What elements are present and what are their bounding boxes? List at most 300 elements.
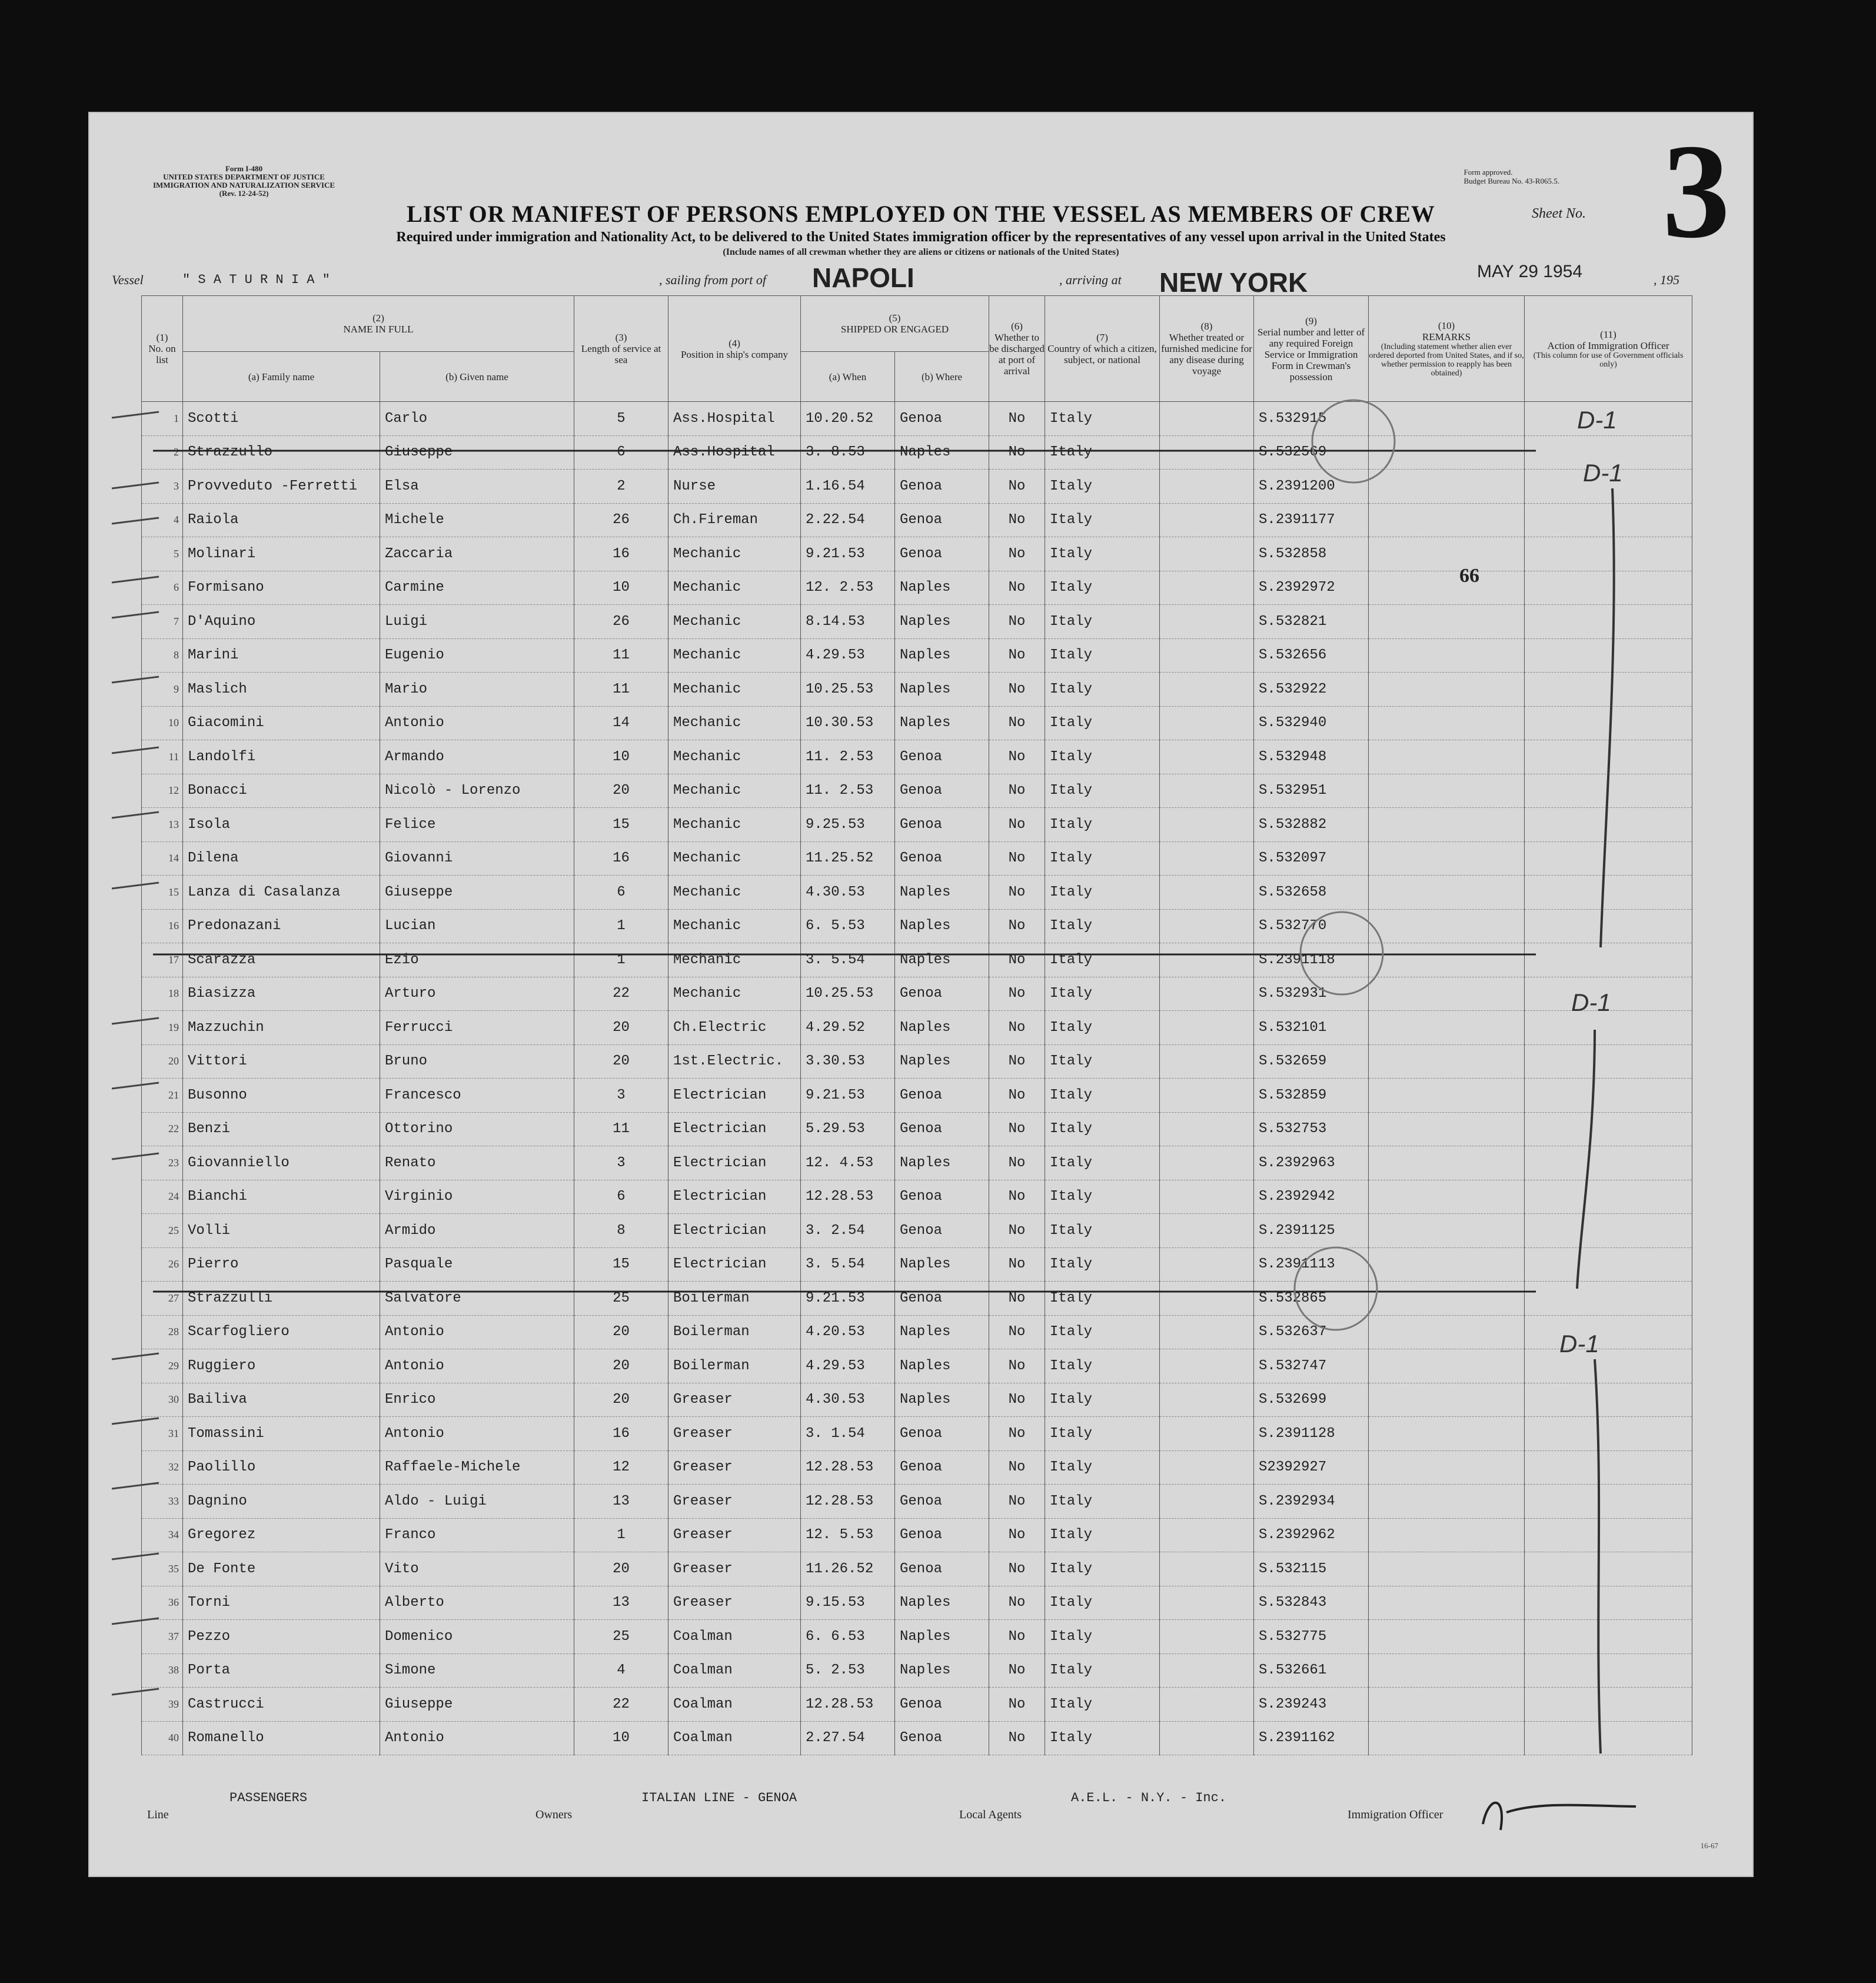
given-name-cell: Ottorino xyxy=(380,1112,574,1146)
serial-number-cell: S.532882 xyxy=(1254,808,1369,842)
col-serial-header: (9) Serial number and letter of any required Foreign Service or Immigration Form in Crewman's possession xyxy=(1254,296,1369,402)
serial-number-cell: S.532656 xyxy=(1254,638,1369,673)
page-subnote: (Include names of all crewman whether they are aliens or citizens or nationals of the United States) xyxy=(723,247,1119,257)
family-name-cell: Raiola xyxy=(183,503,380,537)
serial-number-cell: S.532859 xyxy=(1254,1079,1369,1113)
shipped-where-cell: Genoa xyxy=(895,808,989,842)
country-cell: Italy xyxy=(1045,1552,1160,1586)
shipped-where-cell: Naples xyxy=(895,943,989,977)
shipped-where-cell: Genoa xyxy=(895,470,989,504)
shipped-when-cell: 10.25.53 xyxy=(801,673,895,707)
position-cell: Electrician xyxy=(668,1146,801,1180)
given-name-cell: Arturo xyxy=(380,977,574,1011)
discharge-cell: No xyxy=(989,571,1045,605)
row-number-cell: 17 xyxy=(142,943,183,977)
country-cell: Italy xyxy=(1045,673,1160,707)
family-name-cell: Isola xyxy=(183,808,380,842)
service-length-cell: 1 xyxy=(574,943,668,977)
country-cell: Italy xyxy=(1045,1282,1160,1316)
family-name-cell: Scarfogliero xyxy=(183,1315,380,1349)
service-length-cell: 12 xyxy=(574,1450,668,1485)
family-name-cell: Strazzulli xyxy=(183,1282,380,1316)
shipped-where-cell: Genoa xyxy=(895,1688,989,1722)
position-cell: Electrician xyxy=(668,1112,801,1146)
serial-number-cell: S.2392934 xyxy=(1254,1485,1369,1519)
service-length-cell: 6 xyxy=(574,1180,668,1214)
discharge-cell: No xyxy=(989,1044,1045,1079)
serial-number-cell: S.532661 xyxy=(1254,1653,1369,1688)
shipped-when-cell: 1.16.54 xyxy=(801,470,895,504)
service-length-cell: 20 xyxy=(574,774,668,808)
discharge-cell: No xyxy=(989,1349,1045,1383)
shipped-where-cell: Genoa xyxy=(895,402,989,436)
service-length-cell: 14 xyxy=(574,706,668,740)
discharge-cell: No xyxy=(989,1282,1045,1316)
serial-number-cell: S.532659 xyxy=(1254,1044,1369,1079)
position-cell: Greaser xyxy=(668,1417,801,1451)
row-number-cell: 38 xyxy=(142,1653,183,1688)
given-name-cell: Antonio xyxy=(380,1721,574,1755)
discharge-cell: No xyxy=(989,1383,1045,1417)
serial-number-cell: S.2391125 xyxy=(1254,1214,1369,1248)
row-number-cell: 32 xyxy=(142,1450,183,1485)
shipped-when-cell: 3. 1.54 xyxy=(801,1417,895,1451)
service-length-cell: 15 xyxy=(574,1247,668,1282)
shipped-when-cell: 12. 2.53 xyxy=(801,571,895,605)
row-number-cell: 26 xyxy=(142,1247,183,1282)
service-length-cell: 25 xyxy=(574,1620,668,1654)
position-cell: Boilerman xyxy=(668,1349,801,1383)
shipped-when-cell: 12.28.53 xyxy=(801,1485,895,1519)
position-cell: Mechanic xyxy=(668,706,801,740)
discharge-cell: No xyxy=(989,1180,1045,1214)
row-number-cell: 22 xyxy=(142,1112,183,1146)
shipped-when-cell: 12.28.53 xyxy=(801,1450,895,1485)
family-name-cell: Pierro xyxy=(183,1247,380,1282)
service-length-cell: 6 xyxy=(574,435,668,470)
shipped-where-cell: Naples xyxy=(895,909,989,943)
shipped-when-cell: 3.30.53 xyxy=(801,1044,895,1079)
family-name-cell: Porta xyxy=(183,1653,380,1688)
position-cell: Electrician xyxy=(668,1180,801,1214)
family-name-cell: Busonno xyxy=(183,1079,380,1113)
given-name-cell: Vito xyxy=(380,1552,574,1586)
shipped-where-cell: Genoa xyxy=(895,1450,989,1485)
form-code: 16-67 xyxy=(1700,1841,1718,1850)
given-name-cell: Salvatore xyxy=(380,1282,574,1316)
serial-number-cell: S.532821 xyxy=(1254,605,1369,639)
row-number-cell: 2 xyxy=(142,435,183,470)
service-length-cell: 10 xyxy=(574,1721,668,1755)
shipped-where-cell: Naples xyxy=(895,1620,989,1654)
family-name-cell: Marini xyxy=(183,638,380,673)
given-name-cell: Raffaele-Michele xyxy=(380,1450,574,1485)
country-cell: Italy xyxy=(1045,1620,1160,1654)
position-cell: Electrician xyxy=(668,1214,801,1248)
page-subtitle: Required under immigration and Nationality Act, to be delivered to the United States immigration officer by the representatives of any vessel upon arrival in the United States xyxy=(396,229,1446,245)
shipped-when-cell: 3. 8.53 xyxy=(801,435,895,470)
service-length-cell: 16 xyxy=(574,1417,668,1451)
shipped-when-cell: 9.21.53 xyxy=(801,1282,895,1316)
service-length-cell: 13 xyxy=(574,1586,668,1620)
discharge-cell: No xyxy=(989,537,1045,571)
country-cell: Italy xyxy=(1045,1146,1160,1180)
service-length-cell: 20 xyxy=(574,1011,668,1045)
stamp-2 xyxy=(1300,912,1383,994)
owners-value: ITALIAN LINE - GENOA xyxy=(641,1791,797,1805)
serial-number-cell: S.532101 xyxy=(1254,1011,1369,1045)
position-cell: Mechanic xyxy=(668,808,801,842)
shipped-when-cell: 5.29.53 xyxy=(801,1112,895,1146)
row-number-cell: 23 xyxy=(142,1146,183,1180)
country-cell: Italy xyxy=(1045,740,1160,774)
discharge-cell: No xyxy=(989,1620,1045,1654)
shipped-when-cell: 11.25.52 xyxy=(801,841,895,876)
discharge-cell: No xyxy=(989,706,1045,740)
row-number-cell: 4 xyxy=(142,503,183,537)
shipped-when-cell: 3. 5.54 xyxy=(801,943,895,977)
shipped-where-cell: Naples xyxy=(895,706,989,740)
shipped-where-cell: Genoa xyxy=(895,1079,989,1113)
shipped-where-cell: Naples xyxy=(895,1349,989,1383)
country-cell: Italy xyxy=(1045,943,1160,977)
family-name-cell: Bonacci xyxy=(183,774,380,808)
country-cell: Italy xyxy=(1045,1180,1160,1214)
position-cell: Mechanic xyxy=(668,977,801,1011)
position-cell: Coalman xyxy=(668,1653,801,1688)
shipped-where-cell: Genoa xyxy=(895,1180,989,1214)
family-name-cell: Scarazza xyxy=(183,943,380,977)
shipped-when-cell: 5. 2.53 xyxy=(801,1653,895,1688)
family-name-cell: Vittori xyxy=(183,1044,380,1079)
country-cell: Italy xyxy=(1045,638,1160,673)
position-cell: Electrician xyxy=(668,1079,801,1113)
shipped-where-cell: Naples xyxy=(895,1383,989,1417)
shipped-where-cell: Naples xyxy=(895,638,989,673)
agents-label: Local Agents xyxy=(959,1808,1022,1821)
serial-number-cell: S.532951 xyxy=(1254,774,1369,808)
row-number-cell: 27 xyxy=(142,1282,183,1316)
serial-number-cell: S.2391113 xyxy=(1254,1247,1369,1282)
country-cell: Italy xyxy=(1045,571,1160,605)
family-name-cell: Dagnino xyxy=(183,1485,380,1519)
shipped-where-cell: Genoa xyxy=(895,1485,989,1519)
country-cell: Italy xyxy=(1045,808,1160,842)
given-name-cell: Virginio xyxy=(380,1180,574,1214)
action-mark-1: D-1 xyxy=(1577,406,1617,434)
given-name-cell: Giovanni xyxy=(380,841,574,876)
discharge-cell: No xyxy=(989,1214,1045,1248)
col-remarks-header: (10) REMARKS (Including statement whether alien ever ordered deported from United States, and if so, whether permission to reapply has been obtained) xyxy=(1369,296,1525,402)
serial-number-cell: S.532865 xyxy=(1254,1282,1369,1316)
row-number-cell: 10 xyxy=(142,706,183,740)
position-cell: Mechanic xyxy=(668,673,801,707)
given-name-cell: Michele xyxy=(380,503,574,537)
given-name-cell: Antonio xyxy=(380,1349,574,1383)
family-name-cell: Mazzuchin xyxy=(183,1011,380,1045)
position-cell: Greaser xyxy=(668,1485,801,1519)
discharge-cell: No xyxy=(989,1011,1045,1045)
service-length-cell: 2 xyxy=(574,470,668,504)
family-name-cell: Torni xyxy=(183,1586,380,1620)
discharge-cell: No xyxy=(989,435,1045,470)
given-name-cell: Armido xyxy=(380,1214,574,1248)
row-number-cell: 20 xyxy=(142,1044,183,1079)
serial-number-cell: S.532569 xyxy=(1254,435,1369,470)
given-name-cell: Nicolò - Lorenzo xyxy=(380,774,574,808)
row-number-cell: 29 xyxy=(142,1349,183,1383)
country-cell: Italy xyxy=(1045,1688,1160,1722)
serial-number-cell: S.2391118 xyxy=(1254,943,1369,977)
discharge-cell: No xyxy=(989,1112,1045,1146)
shipped-where-cell: Naples xyxy=(895,1586,989,1620)
position-cell: Greaser xyxy=(668,1586,801,1620)
shipped-when-cell: 9.21.53 xyxy=(801,537,895,571)
service-length-cell: 20 xyxy=(574,1315,668,1349)
given-name-cell: Felice xyxy=(380,808,574,842)
tick-marks xyxy=(112,412,159,1695)
col-when-header: (a) When xyxy=(801,352,895,402)
country-cell: Italy xyxy=(1045,1247,1160,1282)
shipped-when-cell: 6. 6.53 xyxy=(801,1620,895,1654)
serial-number-cell: S.532699 xyxy=(1254,1383,1369,1417)
country-cell: Italy xyxy=(1045,435,1160,470)
row-number-cell: 39 xyxy=(142,1688,183,1722)
service-length-cell: 26 xyxy=(574,605,668,639)
discharge-cell: No xyxy=(989,808,1045,842)
shipped-where-cell: Genoa xyxy=(895,1214,989,1248)
row-number-cell: 30 xyxy=(142,1383,183,1417)
service-length-cell: 20 xyxy=(574,1044,668,1079)
shipped-when-cell: 2.27.54 xyxy=(801,1721,895,1755)
action-line-2 xyxy=(1577,1030,1595,1289)
row-number-cell: 12 xyxy=(142,774,183,808)
shipped-when-cell: 12.28.53 xyxy=(801,1688,895,1722)
action-line-3 xyxy=(1595,1359,1601,1754)
row-number-cell: 6 xyxy=(142,571,183,605)
manifest-sheet xyxy=(88,112,1754,1877)
col-service-header: (3) Length of service at sea xyxy=(574,296,668,402)
family-name-cell: Provveduto -Ferretti xyxy=(183,470,380,504)
discharge-cell: No xyxy=(989,1417,1045,1451)
position-cell: Mechanic xyxy=(668,638,801,673)
service-length-cell: 22 xyxy=(574,1688,668,1722)
row-number-cell: 1 xyxy=(142,402,183,436)
position-cell: Boilerman xyxy=(668,1315,801,1349)
discharge-cell: No xyxy=(989,1688,1045,1722)
family-name-cell: Scotti xyxy=(183,402,380,436)
given-name-cell: Franco xyxy=(380,1518,574,1552)
col-no-header: (1) No. on list xyxy=(142,296,183,402)
position-cell: Mechanic xyxy=(668,605,801,639)
country-cell: Italy xyxy=(1045,876,1160,910)
stamp-1 xyxy=(1312,400,1395,483)
given-name-cell: Antonio xyxy=(380,1417,574,1451)
owners-label: Owners xyxy=(535,1808,573,1821)
serial-number-cell: S.532658 xyxy=(1254,876,1369,910)
serial-number-cell: S.532948 xyxy=(1254,740,1369,774)
position-cell: Ch.Electric xyxy=(668,1011,801,1045)
serial-number-cell: S.532753 xyxy=(1254,1112,1369,1146)
country-cell: Italy xyxy=(1045,1044,1160,1079)
country-cell: Italy xyxy=(1045,1485,1160,1519)
serial-number-cell: S.532775 xyxy=(1254,1620,1369,1654)
given-name-cell: Antonio xyxy=(380,706,574,740)
action-mark-4: D-1 xyxy=(1559,1330,1599,1358)
discharge-cell: No xyxy=(989,638,1045,673)
shipped-when-cell: 4.29.53 xyxy=(801,638,895,673)
row-number-cell: 28 xyxy=(142,1315,183,1349)
shipped-where-cell: Genoa xyxy=(895,1721,989,1755)
position-cell: Ass.Hospital xyxy=(668,435,801,470)
given-name-cell: Elsa xyxy=(380,470,574,504)
shipped-when-cell: 12. 5.53 xyxy=(801,1518,895,1552)
agents-value: A.E.L. - N.Y. - Inc. xyxy=(1071,1791,1227,1805)
serial-number-cell: S.532747 xyxy=(1254,1349,1369,1383)
serial-number-cell: S.2391177 xyxy=(1254,503,1369,537)
shipped-when-cell: 4.30.53 xyxy=(801,876,895,910)
row-number-cell: 33 xyxy=(142,1485,183,1519)
position-cell: Greaser xyxy=(668,1383,801,1417)
discharge-cell: No xyxy=(989,1518,1045,1552)
family-name-cell: Pezzo xyxy=(183,1620,380,1654)
given-name-cell: Renato xyxy=(380,1146,574,1180)
service-length-cell: 10 xyxy=(574,571,668,605)
given-name-cell: Zaccaria xyxy=(380,537,574,571)
shipped-when-cell: 8.14.53 xyxy=(801,605,895,639)
shipped-where-cell: Naples xyxy=(895,876,989,910)
service-length-cell: 20 xyxy=(574,1383,668,1417)
discharge-cell: No xyxy=(989,841,1045,876)
country-cell: Italy xyxy=(1045,1112,1160,1146)
row-number-cell: 19 xyxy=(142,1011,183,1045)
discharge-cell: No xyxy=(989,605,1045,639)
discharge-cell: No xyxy=(989,1721,1045,1755)
serial-number-cell: S.239243 xyxy=(1254,1688,1369,1722)
given-name-cell: Lucian xyxy=(380,909,574,943)
family-name-cell: Landolfi xyxy=(183,740,380,774)
position-cell: Mechanic xyxy=(668,943,801,977)
shipped-where-cell: Genoa xyxy=(895,1417,989,1451)
discharge-cell: No xyxy=(989,943,1045,977)
shipped-where-cell: Naples xyxy=(895,1146,989,1180)
row-number-cell: 36 xyxy=(142,1586,183,1620)
country-cell: Italy xyxy=(1045,706,1160,740)
row-number-cell: 15 xyxy=(142,876,183,910)
service-length-cell: 16 xyxy=(574,841,668,876)
row-number-cell: 40 xyxy=(142,1721,183,1755)
serial-number-cell: S.532770 xyxy=(1254,909,1369,943)
family-name-cell: Paolillo xyxy=(183,1450,380,1485)
shipped-where-cell: Naples xyxy=(895,1315,989,1349)
family-name-cell: Gregorez xyxy=(183,1518,380,1552)
service-length-cell: 1 xyxy=(574,909,668,943)
given-name-cell: Mario xyxy=(380,673,574,707)
page-title: LIST OR MANIFEST OF PERSONS EMPLOYED ON THE VESSEL AS MEMBERS OF CREW xyxy=(407,201,1435,227)
given-name-cell: Carmine xyxy=(380,571,574,605)
line-label: Line xyxy=(147,1808,169,1821)
family-name-cell: Bianchi xyxy=(183,1180,380,1214)
service-length-cell: 13 xyxy=(574,1485,668,1519)
serial-number-cell: S.2391128 xyxy=(1254,1417,1369,1451)
position-cell: Ass.Hospital xyxy=(668,402,801,436)
service-length-cell: 20 xyxy=(574,1552,668,1586)
service-length-cell: 4 xyxy=(574,1653,668,1688)
col-position-header: (4) Position in ship's company xyxy=(668,296,801,402)
country-cell: Italy xyxy=(1045,841,1160,876)
shipped-where-cell: Genoa xyxy=(895,1518,989,1552)
shipped-where-cell: Genoa xyxy=(895,1112,989,1146)
serial-number-cell: S.532922 xyxy=(1254,673,1369,707)
discharge-cell: No xyxy=(989,774,1045,808)
discharge-cell: No xyxy=(989,909,1045,943)
col-shipped-header: (5) SHIPPED OR ENGAGED xyxy=(801,296,989,352)
row-number-cell: 21 xyxy=(142,1079,183,1113)
given-name-cell: Simone xyxy=(380,1653,574,1688)
position-cell: Coalman xyxy=(668,1721,801,1755)
col-medicine-header: (8) Whether treated or furnished medicine for any disease during voyage xyxy=(1160,296,1254,402)
service: IMMIGRATION AND NATURALIZATION SERVICE xyxy=(153,181,335,189)
line-value: PASSENGERS xyxy=(229,1791,308,1805)
family-name-cell: Giovanniello xyxy=(183,1146,380,1180)
discharge-cell: No xyxy=(989,1079,1045,1113)
shipped-where-cell: Genoa xyxy=(895,537,989,571)
shipped-when-cell: 2.22.54 xyxy=(801,503,895,537)
arrival-port: NEW YORK xyxy=(1159,267,1308,298)
col-country-header: (7) Country of which a citizen, subject, or national xyxy=(1045,296,1160,402)
shipped-where-cell: Genoa xyxy=(895,503,989,537)
stamp-3 xyxy=(1295,1247,1377,1330)
approved-label: Form approved. xyxy=(1463,168,1513,177)
action-mark-2: D-1 xyxy=(1583,459,1623,487)
serial-number-cell: S.532843 xyxy=(1254,1586,1369,1620)
family-name-cell: Bailiva xyxy=(183,1383,380,1417)
country-cell: Italy xyxy=(1045,1417,1160,1451)
shipped-when-cell: 10.30.53 xyxy=(801,706,895,740)
family-name-cell: Giacomini xyxy=(183,706,380,740)
position-cell: Nurse xyxy=(668,470,801,504)
vessel-label: Vessel xyxy=(112,272,144,287)
given-name-cell: Enrico xyxy=(380,1383,574,1417)
service-length-cell: 20 xyxy=(574,1349,668,1383)
form-number: Form I-480 xyxy=(225,164,263,173)
service-length-cell: 26 xyxy=(574,503,668,537)
col-discharge-header: (6) Whether to be discharged at port of arrival xyxy=(989,296,1045,402)
service-length-cell: 11 xyxy=(574,638,668,673)
given-name-cell: Alberto xyxy=(380,1586,574,1620)
country-cell: Italy xyxy=(1045,503,1160,537)
service-length-cell: 11 xyxy=(574,1112,668,1146)
col-given-header: (b) Given name xyxy=(380,352,574,402)
discharge-cell: No xyxy=(989,1315,1045,1349)
serial-number-cell: S.532931 xyxy=(1254,977,1369,1011)
family-name-cell: Lanza di Casalanza xyxy=(183,876,380,910)
given-name-cell: Pasquale xyxy=(380,1247,574,1282)
service-length-cell: 15 xyxy=(574,808,668,842)
given-name-cell: Giuseppe xyxy=(380,435,574,470)
given-name-cell: Carlo xyxy=(380,402,574,436)
row-number-cell: 34 xyxy=(142,1518,183,1552)
given-name-cell: Domenico xyxy=(380,1620,574,1654)
position-cell: Coalman xyxy=(668,1620,801,1654)
shipped-when-cell: 6. 5.53 xyxy=(801,909,895,943)
discharge-cell: No xyxy=(989,470,1045,504)
given-name-cell: Ezio xyxy=(380,943,574,977)
shipped-when-cell: 4.30.53 xyxy=(801,1383,895,1417)
position-cell: Mechanic xyxy=(668,537,801,571)
serial-number-cell: S.2392963 xyxy=(1254,1146,1369,1180)
position-cell: Greaser xyxy=(668,1518,801,1552)
